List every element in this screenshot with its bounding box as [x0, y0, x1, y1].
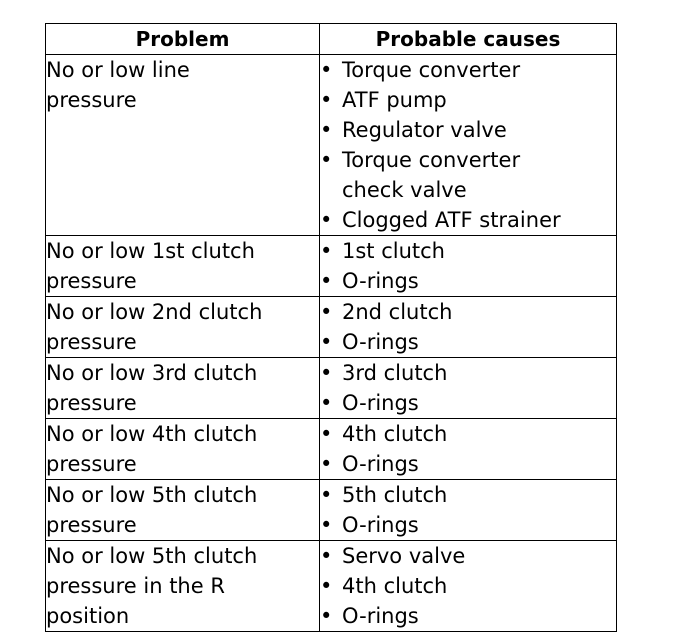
cause-text: Torque converter check valve: [342, 148, 521, 202]
problem-cell: No or low 4th clutch pressure: [46, 419, 320, 480]
bullet-icon: •: [320, 330, 333, 354]
cause-item: [320, 327, 616, 357]
causes-cell: [320, 55, 617, 236]
table-row: [46, 236, 617, 297]
cause-item: [320, 388, 616, 418]
cause-list: [320, 419, 616, 479]
bullet-icon: •: [320, 269, 333, 293]
table-row: [46, 541, 617, 632]
bullet-icon: •: [320, 574, 333, 598]
cause-text: Clogged ATF strainer: [342, 208, 561, 232]
problem-cell: No or low 5th clutch pressure: [46, 480, 320, 541]
problem-cell: No or low line pressure: [46, 55, 320, 236]
header-row: [46, 24, 617, 55]
table-row: [46, 55, 617, 236]
bullet-icon: •: [320, 118, 333, 142]
cause-item: [320, 449, 616, 479]
bullet-icon: •: [320, 391, 333, 415]
cause-text: O-rings: [342, 269, 419, 293]
bullet-icon: •: [320, 58, 333, 82]
cause-list: [320, 55, 616, 235]
bullet-icon: •: [320, 208, 333, 232]
causes-cell: [320, 358, 617, 419]
diagnosis-table: [45, 23, 617, 632]
cause-text: ATF pump: [342, 88, 447, 112]
bullet-icon: •: [320, 513, 333, 537]
cause-list: [320, 541, 616, 631]
cause-text: O-rings: [342, 452, 419, 476]
cause-text: O-rings: [342, 513, 419, 537]
cause-text: O-rings: [342, 391, 419, 415]
table-row: [46, 358, 617, 419]
cause-item: [320, 85, 616, 115]
table-row: [46, 297, 617, 358]
cause-text: O-rings: [342, 604, 419, 628]
cause-item: [320, 145, 616, 205]
cause-item: [320, 510, 616, 540]
cause-text: 5th clutch: [342, 483, 448, 507]
cause-text: Regulator valve: [342, 118, 507, 142]
bullet-icon: •: [320, 483, 333, 507]
bullet-icon: •: [320, 604, 333, 628]
cause-item: [320, 266, 616, 296]
cause-item: [320, 55, 616, 85]
cause-item: [320, 297, 616, 327]
problem-cell: No or low 5th clutch pressure in the R position: [46, 541, 320, 632]
problem-cell: No or low 1st clutch pressure: [46, 236, 320, 297]
problem-cell: No or low 2nd clutch pressure: [46, 297, 320, 358]
table-body: [46, 55, 617, 632]
header-problem: Problem: [46, 24, 320, 55]
cause-item: [320, 115, 616, 145]
cause-item: [320, 541, 616, 571]
bullet-icon: •: [320, 300, 333, 324]
bullet-icon: •: [320, 452, 333, 476]
cause-text: O-rings: [342, 330, 419, 354]
bullet-icon: •: [320, 239, 333, 263]
cause-item: [320, 236, 616, 266]
causes-cell: [320, 480, 617, 541]
cause-list: [320, 358, 616, 418]
cause-text: Torque converter: [342, 58, 521, 82]
bullet-icon: •: [320, 88, 333, 112]
cause-item: [320, 601, 616, 631]
cause-text: 1st clutch: [342, 239, 445, 263]
cause-text: 4th clutch: [342, 422, 448, 446]
table-row: [46, 480, 617, 541]
cause-text: Servo valve: [342, 544, 466, 568]
cause-text: 3rd clutch: [342, 361, 448, 385]
bullet-icon: •: [320, 148, 333, 172]
cause-list: [320, 236, 616, 296]
cause-item: [320, 205, 616, 235]
cause-item: [320, 358, 616, 388]
table-row: [46, 419, 617, 480]
cause-item: [320, 419, 616, 449]
problem-cell: No or low 3rd clutch pressure: [46, 358, 320, 419]
header-probable-causes: Probable causes: [320, 24, 617, 55]
cause-list: [320, 297, 616, 357]
cause-text: 4th clutch: [342, 574, 448, 598]
cause-item: [320, 571, 616, 601]
causes-cell: [320, 541, 617, 632]
causes-cell: [320, 419, 617, 480]
causes-cell: [320, 236, 617, 297]
bullet-icon: •: [320, 361, 333, 385]
causes-cell: [320, 297, 617, 358]
cause-list: [320, 480, 616, 540]
bullet-icon: •: [320, 422, 333, 446]
bullet-icon: •: [320, 544, 333, 568]
cause-text: 2nd clutch: [342, 300, 453, 324]
cause-item: [320, 480, 616, 510]
